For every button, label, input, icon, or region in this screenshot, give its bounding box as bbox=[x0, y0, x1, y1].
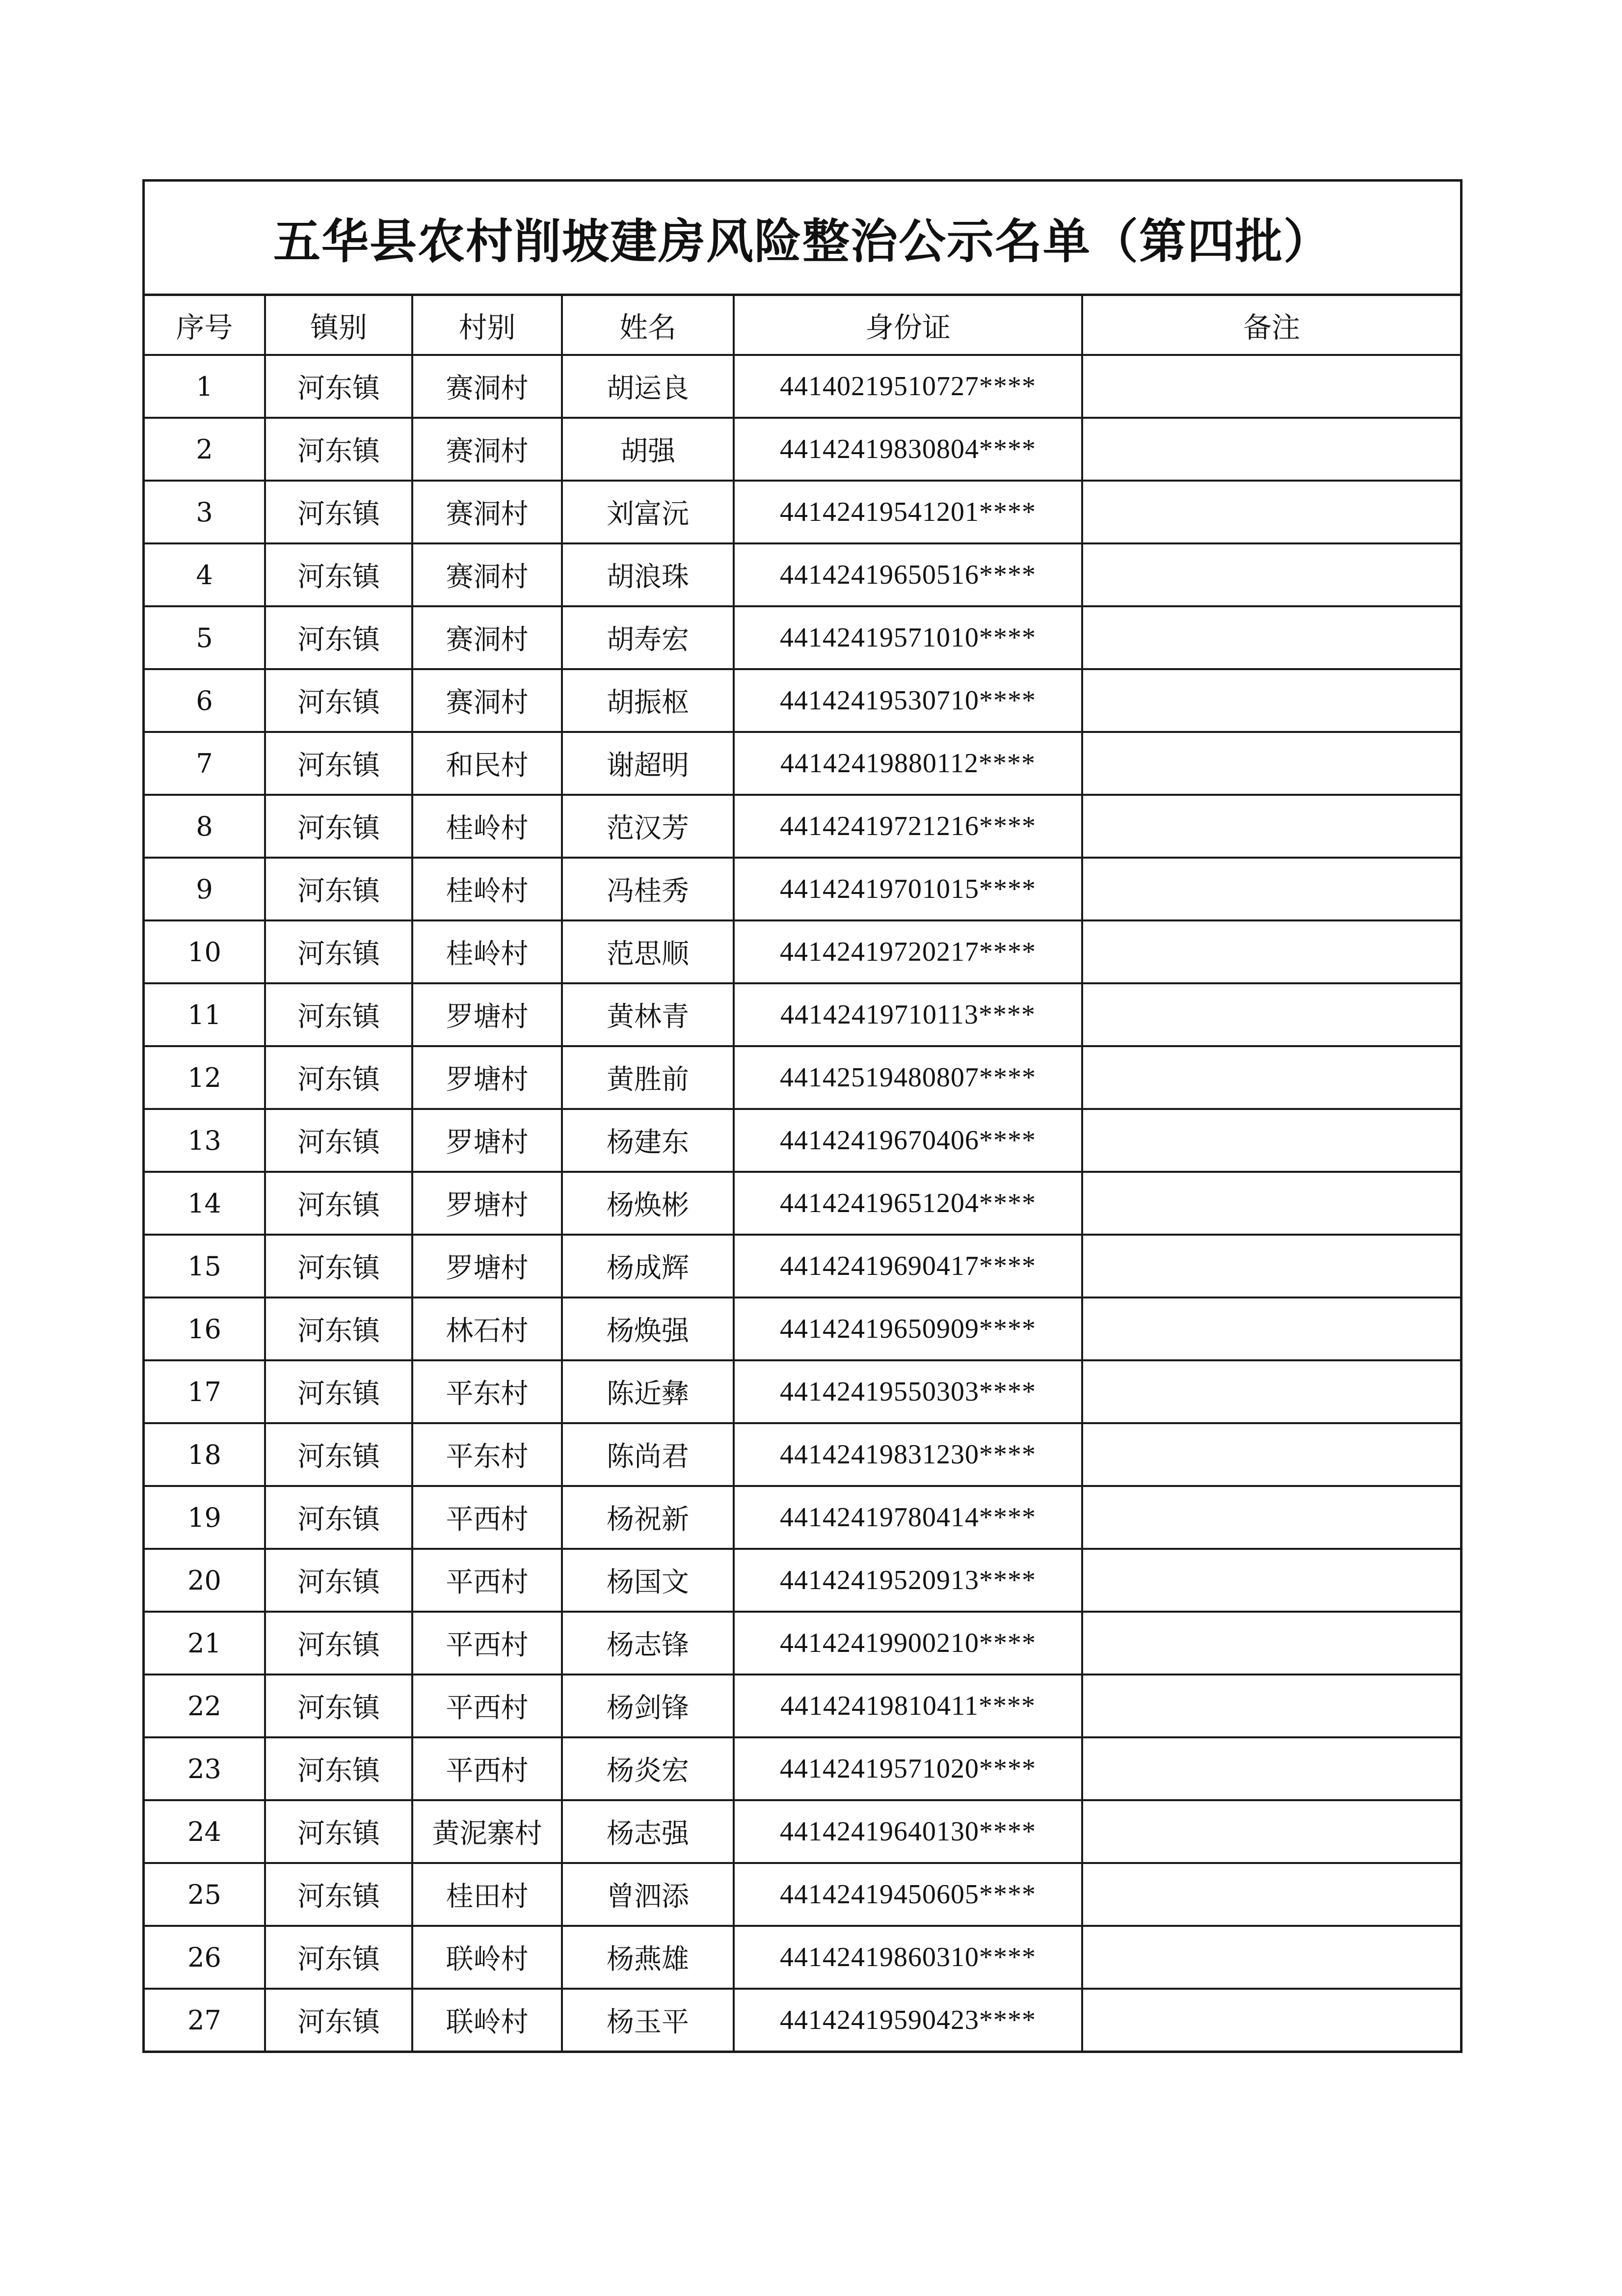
table-row bbox=[145, 355, 1460, 418]
cell-no: 16 bbox=[145, 1297, 265, 1360]
cell-village: 罗塘村 bbox=[412, 1046, 562, 1109]
cell-village: 罗塘村 bbox=[412, 1172, 562, 1235]
cell-town: 河东镇 bbox=[265, 1297, 412, 1360]
cell-no: 11 bbox=[145, 983, 265, 1046]
header-village: 村别 bbox=[412, 296, 562, 355]
header-name: 姓名 bbox=[562, 296, 734, 355]
table-header-row bbox=[145, 296, 1460, 355]
cell-note bbox=[1082, 732, 1460, 795]
cell-town: 河东镇 bbox=[265, 355, 412, 418]
cell-no: 7 bbox=[145, 732, 265, 795]
table-row bbox=[145, 669, 1460, 732]
cell-town: 河东镇 bbox=[265, 1926, 412, 1989]
cell-note bbox=[1082, 858, 1460, 920]
cell-village: 赛洞村 bbox=[412, 418, 562, 481]
cell-note bbox=[1082, 1486, 1460, 1549]
cell-village: 桂岭村 bbox=[412, 920, 562, 983]
cell-note bbox=[1082, 669, 1460, 732]
cell-id: 44142419701015**** bbox=[734, 858, 1082, 920]
cell-name: 杨建东 bbox=[562, 1109, 734, 1172]
document-table-frame bbox=[142, 179, 1462, 2053]
cell-village: 赛洞村 bbox=[412, 669, 562, 732]
cell-town: 河东镇 bbox=[265, 1360, 412, 1423]
cell-no: 13 bbox=[145, 1109, 265, 1172]
cell-village: 林石村 bbox=[412, 1297, 562, 1360]
cell-note bbox=[1082, 1360, 1460, 1423]
table-row bbox=[145, 1297, 1460, 1360]
table-body bbox=[145, 355, 1460, 2052]
cell-village: 平西村 bbox=[412, 1737, 562, 1800]
cell-village: 平西村 bbox=[412, 1549, 562, 1612]
cell-village: 平东村 bbox=[412, 1360, 562, 1423]
cell-note bbox=[1082, 1612, 1460, 1675]
cell-id: 44142419721216**** bbox=[734, 795, 1082, 858]
cell-name: 杨焕强 bbox=[562, 1297, 734, 1360]
cell-id: 44142419550303**** bbox=[734, 1360, 1082, 1423]
table-row bbox=[145, 983, 1460, 1046]
cell-no: 18 bbox=[145, 1423, 265, 1486]
table-row bbox=[145, 1360, 1460, 1423]
cell-village: 平东村 bbox=[412, 1423, 562, 1486]
cell-village: 罗塘村 bbox=[412, 983, 562, 1046]
table-row bbox=[145, 732, 1460, 795]
cell-no: 6 bbox=[145, 669, 265, 732]
table-row bbox=[145, 1926, 1460, 1989]
header-id: 身份证 bbox=[734, 296, 1082, 355]
cell-town: 河东镇 bbox=[265, 1737, 412, 1800]
cell-name: 杨成辉 bbox=[562, 1235, 734, 1297]
cell-no: 23 bbox=[145, 1737, 265, 1800]
cell-town: 河东镇 bbox=[265, 669, 412, 732]
cell-no: 12 bbox=[145, 1046, 265, 1109]
cell-town: 河东镇 bbox=[265, 1675, 412, 1737]
table-row bbox=[145, 1172, 1460, 1235]
cell-town: 河东镇 bbox=[265, 1486, 412, 1549]
cell-name: 胡运良 bbox=[562, 355, 734, 418]
cell-town: 河东镇 bbox=[265, 1863, 412, 1926]
cell-town: 河东镇 bbox=[265, 1612, 412, 1675]
table-row bbox=[145, 1800, 1460, 1863]
cell-name: 陈近彝 bbox=[562, 1360, 734, 1423]
cell-note bbox=[1082, 1737, 1460, 1800]
cell-name: 杨炎宏 bbox=[562, 1737, 734, 1800]
cell-note bbox=[1082, 1423, 1460, 1486]
cell-village: 罗塘村 bbox=[412, 1109, 562, 1172]
cell-note bbox=[1082, 1549, 1460, 1612]
cell-note bbox=[1082, 481, 1460, 543]
cell-id: 44142419571020**** bbox=[734, 1737, 1082, 1800]
cell-id: 44142419670406**** bbox=[734, 1109, 1082, 1172]
cell-town: 河东镇 bbox=[265, 1423, 412, 1486]
cell-no: 10 bbox=[145, 920, 265, 983]
cell-town: 河东镇 bbox=[265, 1549, 412, 1612]
cell-village: 联岭村 bbox=[412, 1989, 562, 2052]
cell-id: 44142419831230**** bbox=[734, 1423, 1082, 1486]
cell-note bbox=[1082, 418, 1460, 481]
cell-town: 河东镇 bbox=[265, 606, 412, 669]
cell-village: 罗塘村 bbox=[412, 1235, 562, 1297]
cell-id: 44142419780414**** bbox=[734, 1486, 1082, 1549]
cell-note bbox=[1082, 1046, 1460, 1109]
cell-town: 河东镇 bbox=[265, 1109, 412, 1172]
cell-name: 胡强 bbox=[562, 418, 734, 481]
table-row bbox=[145, 418, 1460, 481]
cell-id: 44142419650909**** bbox=[734, 1297, 1082, 1360]
cell-no: 25 bbox=[145, 1863, 265, 1926]
cell-note bbox=[1082, 355, 1460, 418]
cell-town: 河东镇 bbox=[265, 1172, 412, 1235]
cell-village: 桂岭村 bbox=[412, 795, 562, 858]
cell-no: 27 bbox=[145, 1989, 265, 2052]
cell-town: 河东镇 bbox=[265, 1800, 412, 1863]
cell-note bbox=[1082, 1926, 1460, 1989]
cell-note bbox=[1082, 920, 1460, 983]
cell-name: 杨焕彬 bbox=[562, 1172, 734, 1235]
cell-name: 胡振枢 bbox=[562, 669, 734, 732]
cell-name: 杨国文 bbox=[562, 1549, 734, 1612]
cell-no: 17 bbox=[145, 1360, 265, 1423]
header-no: 序号 bbox=[145, 296, 265, 355]
cell-note bbox=[1082, 1800, 1460, 1863]
cell-no: 26 bbox=[145, 1926, 265, 1989]
cell-name: 杨祝新 bbox=[562, 1486, 734, 1549]
cell-id: 44142419541201**** bbox=[734, 481, 1082, 543]
cell-name: 杨志强 bbox=[562, 1800, 734, 1863]
cell-village: 联岭村 bbox=[412, 1926, 562, 1989]
cell-name: 曾泗添 bbox=[562, 1863, 734, 1926]
cell-town: 河东镇 bbox=[265, 858, 412, 920]
cell-no: 1 bbox=[145, 355, 265, 418]
cell-town: 河东镇 bbox=[265, 481, 412, 543]
cell-note bbox=[1082, 1109, 1460, 1172]
cell-name: 范思顺 bbox=[562, 920, 734, 983]
cell-id: 44142419571010**** bbox=[734, 606, 1082, 669]
cell-no: 5 bbox=[145, 606, 265, 669]
cell-id: 44142419880112**** bbox=[734, 732, 1082, 795]
cell-name: 胡浪珠 bbox=[562, 543, 734, 606]
cell-note bbox=[1082, 983, 1460, 1046]
cell-note bbox=[1082, 1989, 1460, 2052]
table-row bbox=[145, 795, 1460, 858]
table-row bbox=[145, 920, 1460, 983]
cell-village: 赛洞村 bbox=[412, 543, 562, 606]
cell-village: 平西村 bbox=[412, 1486, 562, 1549]
cell-no: 22 bbox=[145, 1675, 265, 1737]
table-row bbox=[145, 1989, 1460, 2052]
table-row bbox=[145, 1423, 1460, 1486]
cell-note bbox=[1082, 1675, 1460, 1737]
cell-id: 44142419830804**** bbox=[734, 418, 1082, 481]
cell-village: 桂岭村 bbox=[412, 858, 562, 920]
cell-village: 赛洞村 bbox=[412, 481, 562, 543]
cell-name: 胡寿宏 bbox=[562, 606, 734, 669]
cell-town: 河东镇 bbox=[265, 543, 412, 606]
roster-table bbox=[145, 296, 1460, 2053]
cell-name: 谢超明 bbox=[562, 732, 734, 795]
cell-note bbox=[1082, 1297, 1460, 1360]
cell-no: 9 bbox=[145, 858, 265, 920]
cell-id: 44142419650516**** bbox=[734, 543, 1082, 606]
table-row bbox=[145, 1109, 1460, 1172]
table-row bbox=[145, 1675, 1460, 1737]
cell-name: 范汉芳 bbox=[562, 795, 734, 858]
cell-id: 44142419651204**** bbox=[734, 1172, 1082, 1235]
header-note: 备注 bbox=[1082, 296, 1460, 355]
cell-village: 平西村 bbox=[412, 1612, 562, 1675]
cell-village: 和民村 bbox=[412, 732, 562, 795]
document-title: 五华县农村削坡建房风险整治公示名单（第四批） bbox=[145, 182, 1460, 296]
header-town: 镇别 bbox=[265, 296, 412, 355]
table-row bbox=[145, 1863, 1460, 1926]
cell-note bbox=[1082, 1863, 1460, 1926]
table-row bbox=[145, 1235, 1460, 1297]
cell-name: 黄胜前 bbox=[562, 1046, 734, 1109]
cell-name: 陈尚君 bbox=[562, 1423, 734, 1486]
cell-id: 44142419860310**** bbox=[734, 1926, 1082, 1989]
cell-no: 2 bbox=[145, 418, 265, 481]
table-row bbox=[145, 1737, 1460, 1800]
cell-id: 44142419720217**** bbox=[734, 920, 1082, 983]
cell-name: 杨燕雄 bbox=[562, 1926, 734, 1989]
cell-village: 桂田村 bbox=[412, 1863, 562, 1926]
cell-id: 44142419640130**** bbox=[734, 1800, 1082, 1863]
cell-id: 44142419590423**** bbox=[734, 1989, 1082, 2052]
cell-town: 河东镇 bbox=[265, 795, 412, 858]
cell-id: 44142419530710**** bbox=[734, 669, 1082, 732]
cell-name: 黄林青 bbox=[562, 983, 734, 1046]
cell-note bbox=[1082, 606, 1460, 669]
table-row bbox=[145, 858, 1460, 920]
cell-village: 赛洞村 bbox=[412, 606, 562, 669]
table-row bbox=[145, 543, 1460, 606]
cell-id: 44140219510727**** bbox=[734, 355, 1082, 418]
cell-town: 河东镇 bbox=[265, 418, 412, 481]
cell-town: 河东镇 bbox=[265, 920, 412, 983]
cell-village: 平西村 bbox=[412, 1675, 562, 1737]
cell-no: 4 bbox=[145, 543, 265, 606]
cell-name: 冯桂秀 bbox=[562, 858, 734, 920]
cell-name: 杨志锋 bbox=[562, 1612, 734, 1675]
cell-note bbox=[1082, 1172, 1460, 1235]
cell-note bbox=[1082, 543, 1460, 606]
cell-no: 19 bbox=[145, 1486, 265, 1549]
cell-town: 河东镇 bbox=[265, 732, 412, 795]
cell-note bbox=[1082, 795, 1460, 858]
cell-name: 刘富沅 bbox=[562, 481, 734, 543]
table-row bbox=[145, 606, 1460, 669]
cell-id: 44142419520913**** bbox=[734, 1549, 1082, 1612]
cell-id: 44142419690417**** bbox=[734, 1235, 1082, 1297]
cell-no: 20 bbox=[145, 1549, 265, 1612]
cell-town: 河东镇 bbox=[265, 1046, 412, 1109]
cell-note bbox=[1082, 1235, 1460, 1297]
cell-id: 44142419900210**** bbox=[734, 1612, 1082, 1675]
cell-no: 3 bbox=[145, 481, 265, 543]
cell-no: 21 bbox=[145, 1612, 265, 1675]
cell-town: 河东镇 bbox=[265, 983, 412, 1046]
table-row bbox=[145, 1612, 1460, 1675]
cell-town: 河东镇 bbox=[265, 1989, 412, 2052]
cell-name: 杨剑锋 bbox=[562, 1675, 734, 1737]
cell-no: 8 bbox=[145, 795, 265, 858]
table-row bbox=[145, 1046, 1460, 1109]
cell-id: 44142419810411**** bbox=[734, 1675, 1082, 1737]
cell-village: 黄泥寨村 bbox=[412, 1800, 562, 1863]
cell-town: 河东镇 bbox=[265, 1235, 412, 1297]
cell-id: 44142519480807**** bbox=[734, 1046, 1082, 1109]
table-row bbox=[145, 481, 1460, 543]
cell-id: 44142419710113**** bbox=[734, 983, 1082, 1046]
cell-no: 24 bbox=[145, 1800, 265, 1863]
cell-id: 44142419450605**** bbox=[734, 1863, 1082, 1926]
table-row bbox=[145, 1549, 1460, 1612]
table-row bbox=[145, 1486, 1460, 1549]
cell-no: 14 bbox=[145, 1172, 265, 1235]
cell-village: 赛洞村 bbox=[412, 355, 562, 418]
cell-no: 15 bbox=[145, 1235, 265, 1297]
cell-name: 杨玉平 bbox=[562, 1989, 734, 2052]
